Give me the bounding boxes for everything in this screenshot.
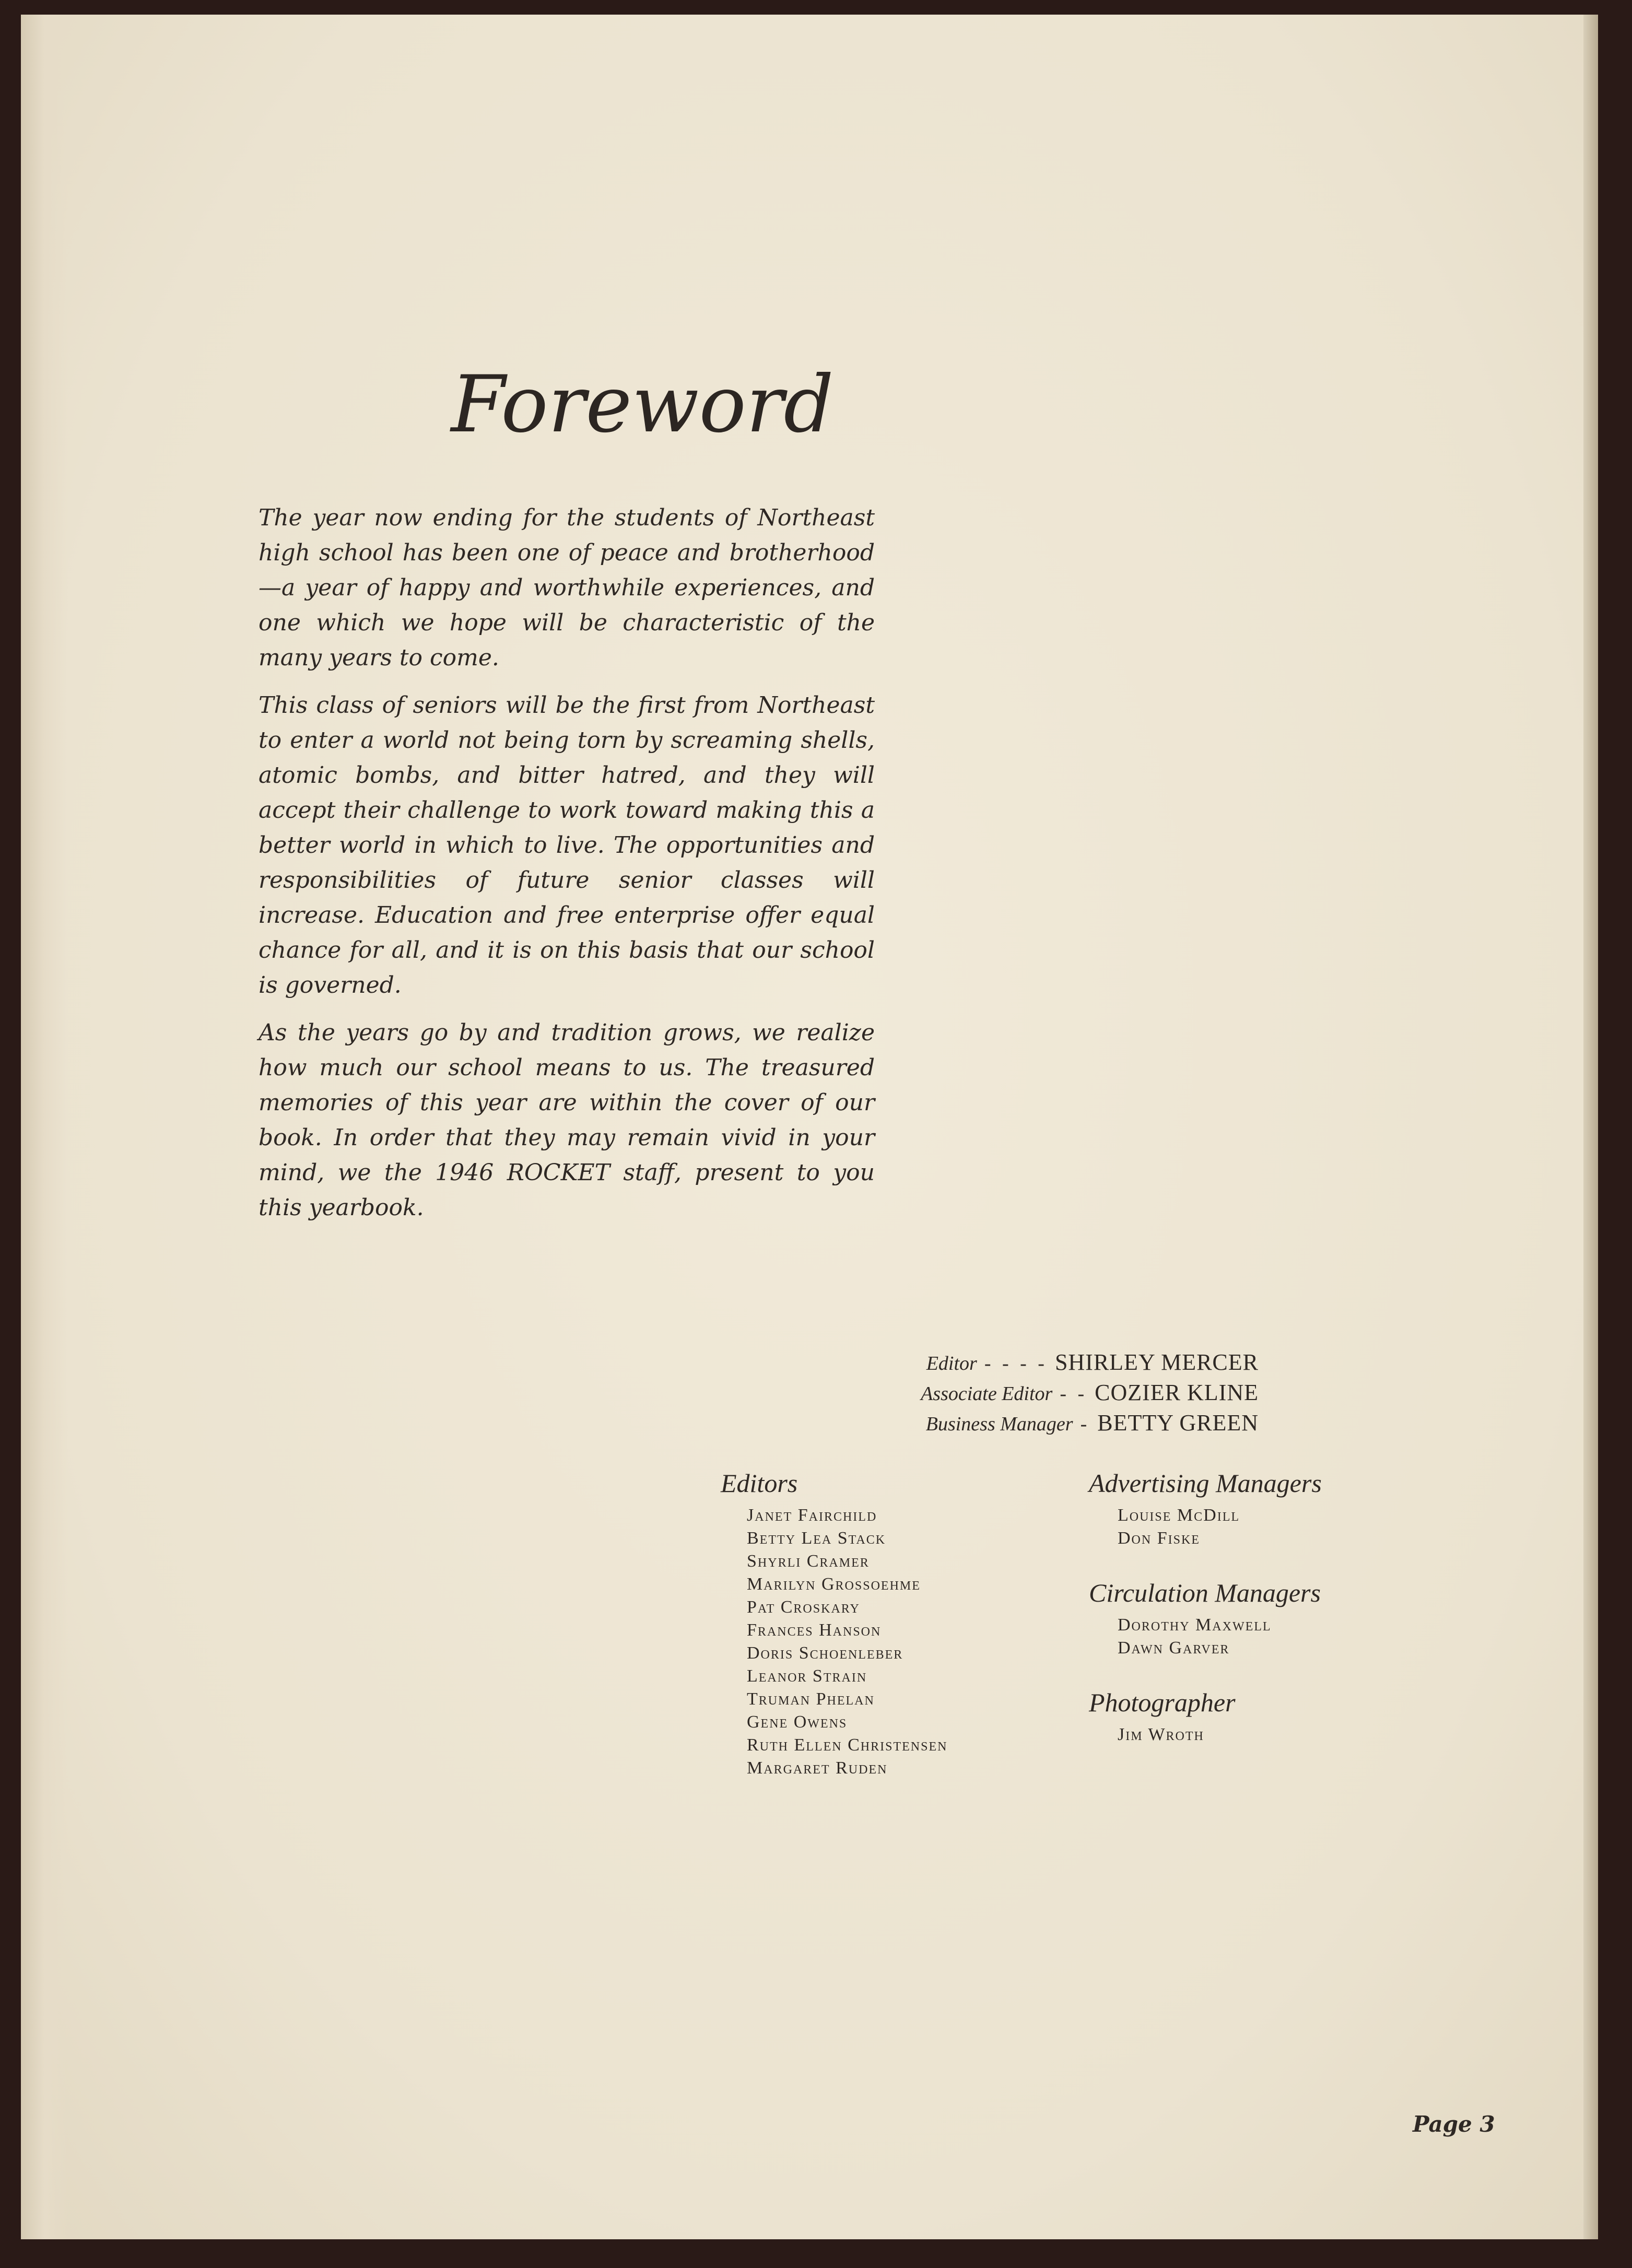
yearbook-page xyxy=(21,15,1598,2239)
staff-leader-dots: - xyxy=(1080,1413,1090,1435)
circulation-list xyxy=(1089,1614,1465,1660)
list-item: Janet Fairchild xyxy=(747,1506,877,1525)
staff-heads xyxy=(783,1349,1259,1440)
advertising-list xyxy=(1089,1504,1465,1550)
list-item: Ruth Ellen Christensen xyxy=(747,1735,948,1755)
list-item: Dorothy Maxwell xyxy=(1118,1615,1272,1635)
advertising-heading: Advertising Managers xyxy=(1089,1468,1322,1498)
foreword-paragraph-1: The year now ending for the students of Northeast high school has been one of peace and brotherhood—a year of happy and worthwhile experiences, and one which we hope will be characteristic of the many years to come. xyxy=(259,504,875,671)
staff-leader-dots: - - xyxy=(1060,1383,1088,1405)
photographer-list xyxy=(1089,1723,1465,1746)
editors-list xyxy=(705,1504,1071,1780)
list-item: Jim Wroth xyxy=(1118,1725,1204,1744)
list-item: Frances Hanson xyxy=(747,1620,882,1640)
list-item: Betty Lea Stack xyxy=(747,1529,886,1548)
staff-name: BETTY GREEN xyxy=(1097,1410,1259,1436)
editors-column xyxy=(705,1466,1071,1780)
list-item: Dawn Garver xyxy=(1118,1638,1230,1658)
staff-row-associate-editor xyxy=(783,1379,1259,1409)
page-edge xyxy=(1583,15,1598,2239)
foreword-text xyxy=(259,500,875,1238)
page-binding-shadow xyxy=(21,15,68,2239)
foreword-paragraph-2: This class of seniors will be the first from Northeast to enter a world not being torn by screaming shells, atomic bombs, and bitter hatred, and they will accept their challenge to work toward making this a better world in which to live. The opportunities and responsibilities of future senior classes will increase. Education and free enterprise offer equal chance for all, and it is on this basis that our school is governed. xyxy=(259,692,875,998)
staff-name: SHIRLEY MERCER xyxy=(1054,1349,1259,1375)
list-item: Pat Croskary xyxy=(747,1597,860,1617)
list-item: Louise McDill xyxy=(1118,1506,1240,1525)
list-item: Don Fiske xyxy=(1118,1529,1200,1548)
editors-heading: Editors xyxy=(721,1468,798,1498)
list-item: Leanor Strain xyxy=(747,1666,867,1686)
staff-role: Editor xyxy=(926,1353,977,1374)
staff-row-business-manager xyxy=(783,1409,1259,1440)
circulation-heading: Circulation Managers xyxy=(1089,1578,1321,1607)
staff-leader-dots: - - - - xyxy=(984,1353,1048,1374)
list-item: Shyrli Cramer xyxy=(747,1552,870,1571)
list-item: Gene Owens xyxy=(747,1712,848,1732)
staff-role: Associate Editor xyxy=(921,1383,1053,1405)
staff-row-editor xyxy=(783,1349,1259,1379)
list-item: Truman Phelan xyxy=(747,1689,875,1709)
page-title: Foreword xyxy=(451,359,834,450)
list-item: Margaret Ruden xyxy=(747,1758,888,1778)
staff-name: COZIER KLINE xyxy=(1095,1380,1259,1405)
managers-column xyxy=(1089,1466,1465,1772)
list-item: Doris Schoenleber xyxy=(747,1643,903,1663)
page-number: Page 3 xyxy=(1413,2111,1495,2137)
staff-role: Business Manager xyxy=(925,1413,1073,1435)
foreword-paragraph-3: As the years go by and tradition grows, we realize how much our school means to us. The treasured memories of this year are within the cover of our book. In order that they may remain vivid in your mind, we the 1946 ROCKET staff, present to you this yearbook. xyxy=(259,1019,875,1221)
photographer-heading: Photographer xyxy=(1089,1688,1236,1717)
list-item: Marilyn Grossoehme xyxy=(747,1574,921,1594)
